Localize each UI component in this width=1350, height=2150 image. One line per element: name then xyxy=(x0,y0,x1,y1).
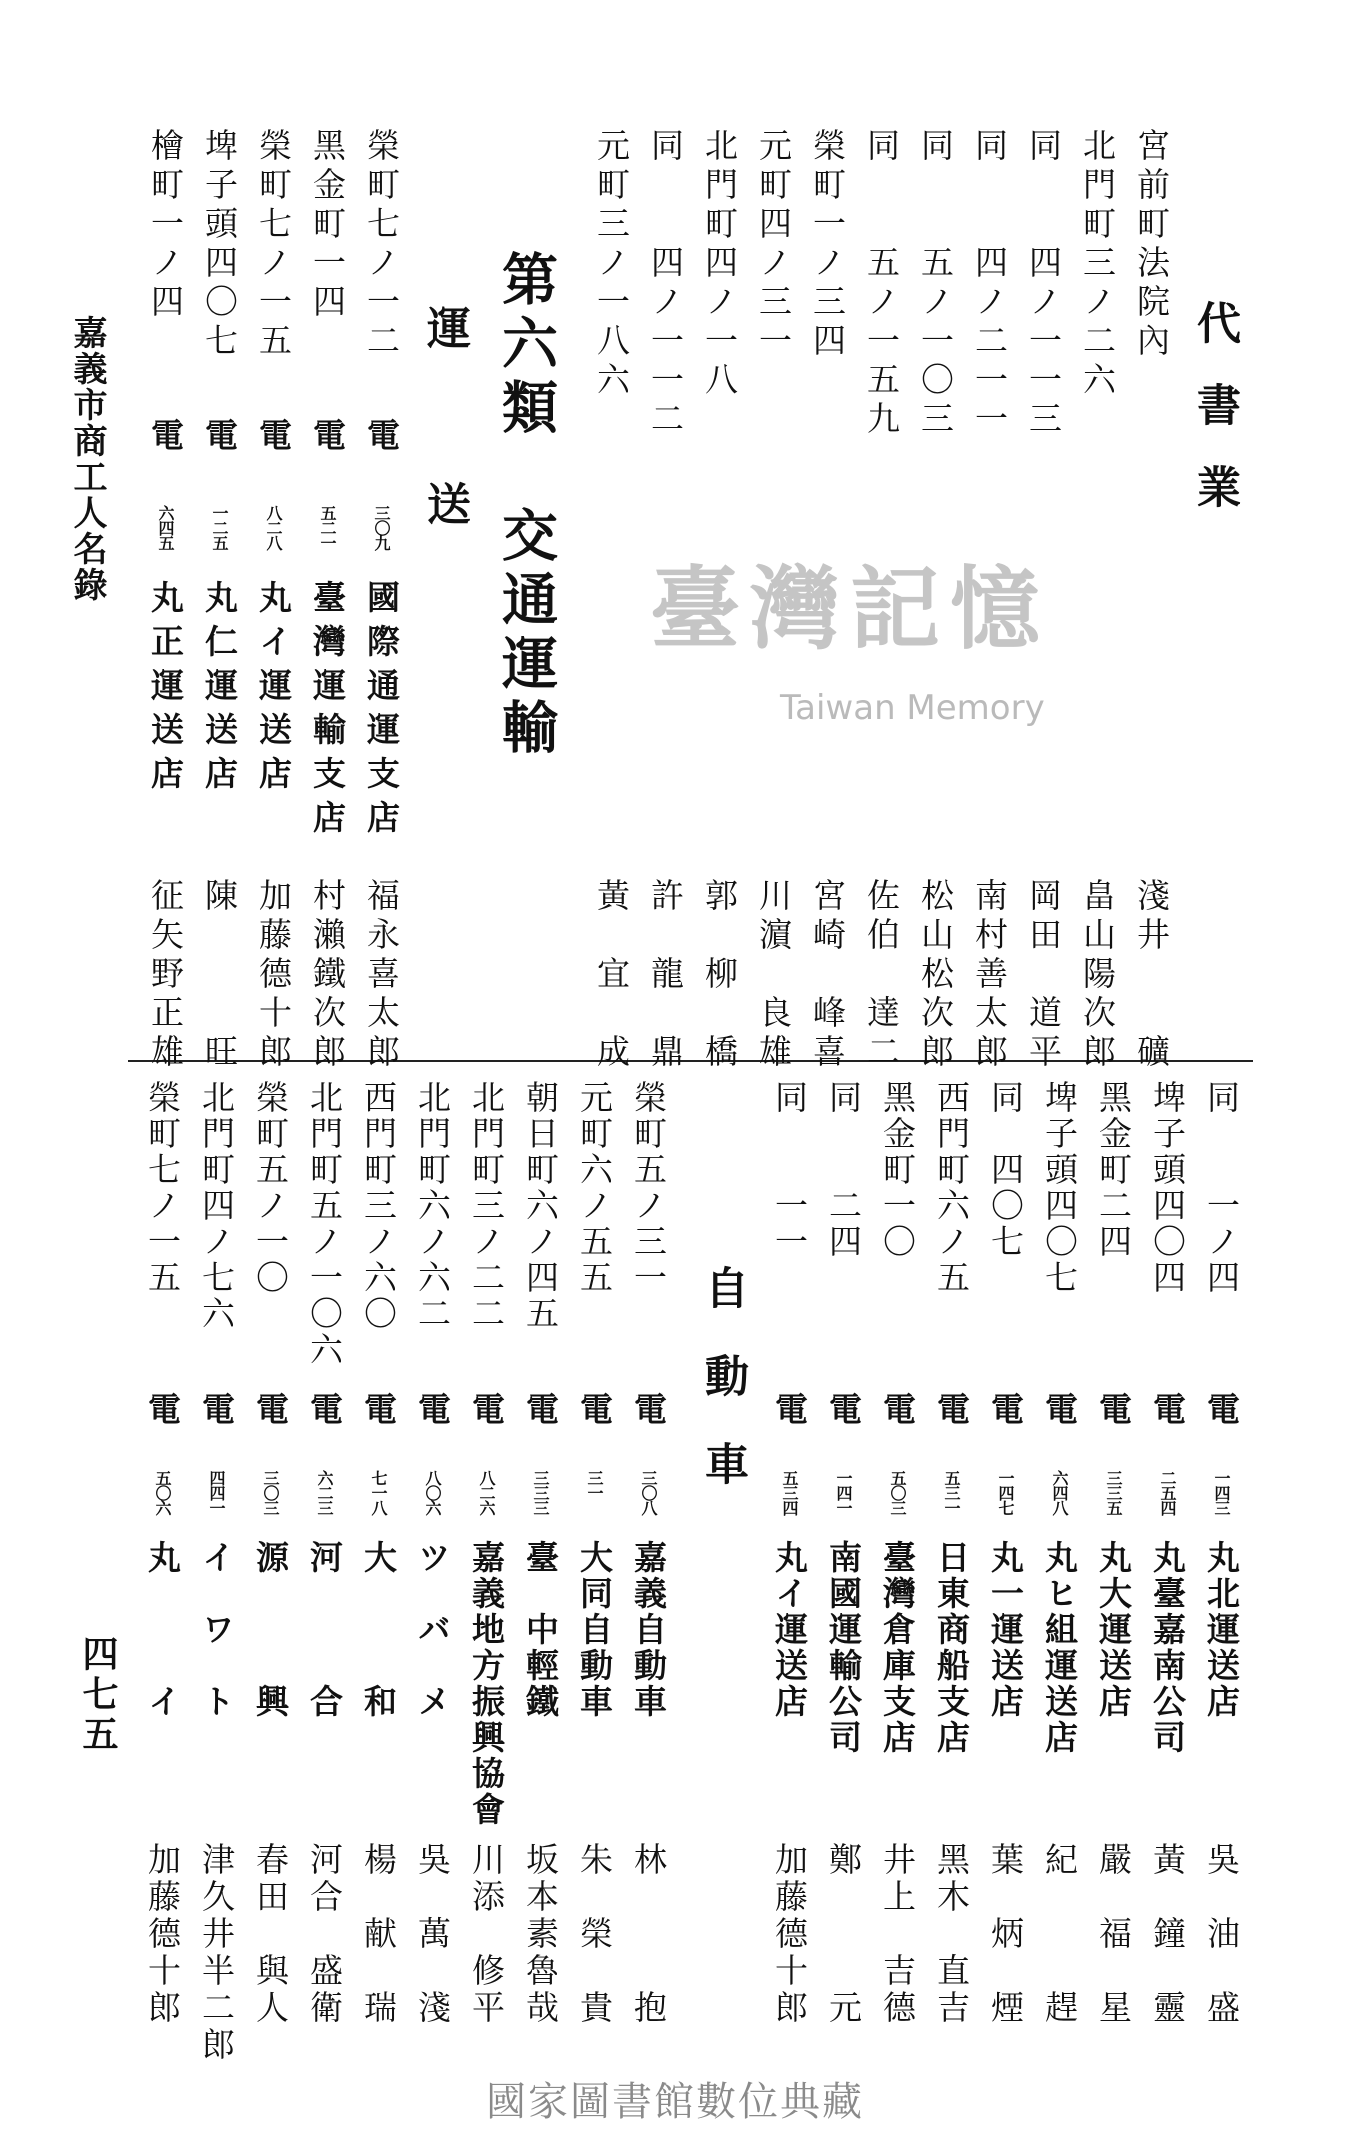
entry-phone-number: 一四一 xyxy=(834,1470,853,1515)
entry-name: 征矢野正雄 xyxy=(146,878,185,1073)
watermark-logo: 臺灣記憶 xyxy=(650,556,1050,662)
entry-name: 林 抱 xyxy=(629,1842,668,2027)
entry-phone-number: 二五四 xyxy=(1158,1470,1177,1515)
entry-address: 榮町一ノ三四 xyxy=(808,128,847,362)
entry-address: 北門町五ノ一〇六 xyxy=(305,1080,344,1368)
entry-name: 吳 油 盛 xyxy=(1202,1842,1241,2027)
entry-address: 朝日町六ノ四五 xyxy=(521,1080,560,1332)
entry-business-name: 丸臺嘉南公司 xyxy=(1148,1540,1187,1756)
entry-address: 同 一一 xyxy=(770,1080,809,1260)
entry-address: 北門町三ノ二二 xyxy=(467,1080,506,1332)
entry-name: 岡田 道平 xyxy=(1024,878,1063,1073)
telephone-mark: 電 xyxy=(359,1392,398,1425)
telephone-mark: 電 xyxy=(254,418,293,451)
entry-name: 陳 旺 xyxy=(200,878,239,1073)
entry-name: 加藤德十郎 xyxy=(143,1842,182,2027)
entry-name: 紀 趕 xyxy=(1040,1842,1079,2027)
entry-name: 春田 與人 xyxy=(251,1842,290,2027)
entry-address: 榮町七ノ一五 xyxy=(254,128,293,362)
entry-address: 同 一ノ四 xyxy=(1202,1080,1241,1296)
page-number: 四七五 xyxy=(77,1635,119,1755)
entry-business-name: 河 合 xyxy=(305,1540,344,1720)
entry-business-name: 臺 中輕鐵 xyxy=(521,1540,560,1720)
entry-address: 黑金町一四 xyxy=(308,128,347,323)
entry-address: 同 五ノ一五九 xyxy=(862,128,901,440)
telephone-mark: 電 xyxy=(629,1392,668,1425)
entry-name: 畠山陽次郎 xyxy=(1078,878,1117,1073)
entry-phone-number: 三〇三 xyxy=(261,1470,280,1515)
entry-address: 宮前町法院內 xyxy=(1132,128,1171,362)
entry-phone-number: 四四一 xyxy=(207,1470,226,1515)
entry-name: 坂本素魯哉 xyxy=(521,1842,560,2027)
entry-name: 宮崎 峰喜 xyxy=(808,878,847,1073)
entry-name: 河合 盛衛 xyxy=(305,1842,344,2027)
telephone-mark: 電 xyxy=(251,1392,290,1425)
entry-business-name: 臺灣倉庫支店 xyxy=(878,1540,917,1756)
entry-name: 加藤德十郎 xyxy=(770,1842,809,2027)
entry-phone-number: 六四八 xyxy=(1050,1470,1069,1515)
entry-address: 同 四ノ一一二 xyxy=(646,128,685,440)
entry-phone-number: 一二五 xyxy=(210,505,229,550)
entry-business-name: 嘉義自動車 xyxy=(629,1540,668,1720)
entry-address: 榮町五ノ三一 xyxy=(629,1080,668,1296)
telephone-mark: 電 xyxy=(1040,1392,1079,1425)
section-heading-transport: 運 送 xyxy=(419,305,470,525)
entry-address: 榮町七ノ一五 xyxy=(143,1080,182,1296)
entry-address: 西門町六ノ五 xyxy=(932,1080,971,1296)
entry-phone-number: 八二八 xyxy=(264,505,283,550)
entry-name: 許 龍 鼎 xyxy=(646,878,685,1073)
entry-address: 埤子頭四〇七 xyxy=(1040,1080,1079,1296)
telephone-mark: 電 xyxy=(305,1392,344,1425)
telephone-mark: 電 xyxy=(200,418,239,451)
telephone-mark: 電 xyxy=(1148,1392,1187,1425)
telephone-mark: 電 xyxy=(413,1392,452,1425)
entry-phone-number: 三一 xyxy=(585,1470,604,1500)
entry-business-name: 丸イ運送店 xyxy=(770,1540,809,1720)
telephone-mark: 電 xyxy=(1202,1392,1241,1425)
entry-address: 同 四ノ二一一 xyxy=(970,128,1009,440)
entry-phone-number: 五三一 xyxy=(942,1470,961,1515)
entry-business-name: 日東商船支店 xyxy=(932,1540,971,1756)
entry-phone-number: 五〇六 xyxy=(153,1470,172,1515)
entry-address: 元町四ノ三一 xyxy=(754,128,793,362)
entry-address: 北門町六ノ六二 xyxy=(413,1080,452,1332)
entry-business-name: 丸イ運送店 xyxy=(254,580,293,800)
section-heading-automobile: 自 動 車 xyxy=(697,1265,748,1485)
entry-name: 村瀨鐵次郎 xyxy=(308,878,347,1073)
book-title: 嘉義市商工人名錄 xyxy=(67,315,107,603)
entry-address: 西門町三ノ六〇 xyxy=(359,1080,398,1332)
entry-phone-number: 七一八 xyxy=(369,1470,388,1515)
entry-phone-number: 一四三 xyxy=(1212,1470,1231,1515)
entry-name: 楊 献 瑞 xyxy=(359,1842,398,2027)
telephone-mark: 電 xyxy=(986,1392,1025,1425)
entry-name: 朱 榮 貴 xyxy=(575,1842,614,2027)
entry-name: 井上 吉德 xyxy=(878,1842,917,2027)
entry-business-name: 丸ヒ組運送店 xyxy=(1040,1540,1079,1756)
telephone-mark: 電 xyxy=(770,1392,809,1425)
telephone-mark: 電 xyxy=(878,1392,917,1425)
entry-name: 葉 炳 煙 xyxy=(986,1842,1025,2027)
entry-business-name: 丸 イ xyxy=(143,1540,182,1720)
entry-address: 元町三ノ一八六 xyxy=(592,128,631,401)
entry-name: 南村善太郎 xyxy=(970,878,1009,1073)
telephone-mark: 電 xyxy=(575,1392,614,1425)
entry-name: 淺井 礦 xyxy=(1132,878,1171,1073)
entry-name: 川濵 良雄 xyxy=(754,878,793,1073)
entry-phone-number: 五〇三 xyxy=(888,1470,907,1515)
entry-address: 同 五ノ一〇三 xyxy=(916,128,955,440)
entry-address: 榮町七ノ一二 xyxy=(362,128,401,362)
entry-address: 黑金町二四 xyxy=(1094,1080,1133,1260)
telephone-mark: 電 xyxy=(521,1392,560,1425)
entry-name: 嚴 福 星 xyxy=(1094,1842,1133,2027)
entry-address: 榮町五ノ一〇 xyxy=(251,1080,290,1296)
telephone-mark: 電 xyxy=(467,1392,506,1425)
entry-business-name: 丸大運送店 xyxy=(1094,1540,1133,1720)
footer-credit: 國家圖書館數位典藏 xyxy=(486,2079,864,2125)
entry-phone-number: 三〇九 xyxy=(372,505,391,550)
telephone-mark: 電 xyxy=(362,418,401,451)
entry-name: 福永喜太郎 xyxy=(362,878,401,1073)
entry-phone-number: 六四五 xyxy=(156,505,175,550)
entry-business-name: 國際通運支店 xyxy=(362,580,401,844)
entry-address: 埤子頭四〇七 xyxy=(200,128,239,362)
entry-phone-number: 一四七 xyxy=(996,1470,1015,1515)
entry-phone-number: 八二六 xyxy=(477,1470,496,1515)
category-title: 第六類 交通運輸 xyxy=(493,250,559,762)
entry-address: 北門町四ノ七六 xyxy=(197,1080,236,1332)
entry-address: 埤子頭四〇四 xyxy=(1148,1080,1187,1296)
entry-phone-number: 三〇八 xyxy=(639,1470,658,1515)
entry-phone-number: 八〇六 xyxy=(423,1470,442,1515)
entry-business-name: 丸正運送店 xyxy=(146,580,185,800)
entry-name: 津久井半二郎 xyxy=(197,1842,236,2064)
entry-business-name: 嘉義地方振興協會 xyxy=(467,1540,506,1828)
entry-address: 黑金町一〇 xyxy=(878,1080,917,1260)
entry-address: 同 四〇七 xyxy=(986,1080,1025,1260)
entry-business-name: イ ワ ト xyxy=(197,1540,236,1720)
entry-name: 鄭 元 xyxy=(824,1842,863,2027)
entry-business-name: 丸仁運送店 xyxy=(200,580,239,800)
entry-name: 黃 宜 成 xyxy=(592,878,631,1073)
entry-address: 元町六ノ五五 xyxy=(575,1080,614,1296)
telephone-mark: 電 xyxy=(197,1392,236,1425)
entry-business-name: 大 和 xyxy=(359,1540,398,1720)
entry-business-name: 臺灣運輸支店 xyxy=(308,580,347,844)
entry-phone-number: 五二一 xyxy=(318,505,337,550)
telephone-mark: 電 xyxy=(143,1392,182,1425)
entry-address: 同 四ノ一一三 xyxy=(1024,128,1063,440)
entry-name: 黑木 直吉 xyxy=(932,1842,971,2027)
entry-business-name: 大同自動車 xyxy=(575,1540,614,1720)
entry-phone-number: 五三四 xyxy=(780,1470,799,1515)
telephone-mark: 電 xyxy=(932,1392,971,1425)
entry-address: 同 二四 xyxy=(824,1080,863,1260)
entry-business-name: ツ バ メ xyxy=(413,1540,452,1720)
entry-business-name: 南國運輸公司 xyxy=(824,1540,863,1756)
telephone-mark: 電 xyxy=(308,418,347,451)
entry-phone-number: 三三五 xyxy=(1104,1470,1123,1515)
entry-name: 加藤德十郎 xyxy=(254,878,293,1073)
section-heading-scriveners: 代書業 xyxy=(1189,300,1240,546)
entry-name: 松山松次郎 xyxy=(916,878,955,1073)
entry-name: 吳 萬 淺 xyxy=(413,1842,452,2027)
entry-business-name: 丸一運送店 xyxy=(986,1540,1025,1720)
telephone-mark: 電 xyxy=(824,1392,863,1425)
entry-address: 北門町四ノ一八 xyxy=(700,128,739,401)
entry-name: 郭 柳 橋 xyxy=(700,878,739,1073)
entry-address: 北門町三ノ二六 xyxy=(1078,128,1117,401)
entry-name: 黃 鐘 靈 xyxy=(1148,1842,1187,2027)
watermark-subtitle: Taiwan Memory xyxy=(780,688,1045,728)
entry-phone-number: 三三三 xyxy=(531,1470,550,1515)
entry-name: 佐伯 達二 xyxy=(862,878,901,1073)
entry-business-name: 丸北運送店 xyxy=(1202,1540,1241,1720)
entry-phone-number: 六二三 xyxy=(315,1470,334,1515)
telephone-mark: 電 xyxy=(146,418,185,451)
entry-business-name: 源 興 xyxy=(251,1540,290,1720)
entry-address: 檜町一ノ四 xyxy=(146,128,185,323)
telephone-mark: 電 xyxy=(1094,1392,1133,1425)
entry-name: 川添 修平 xyxy=(467,1842,506,2027)
